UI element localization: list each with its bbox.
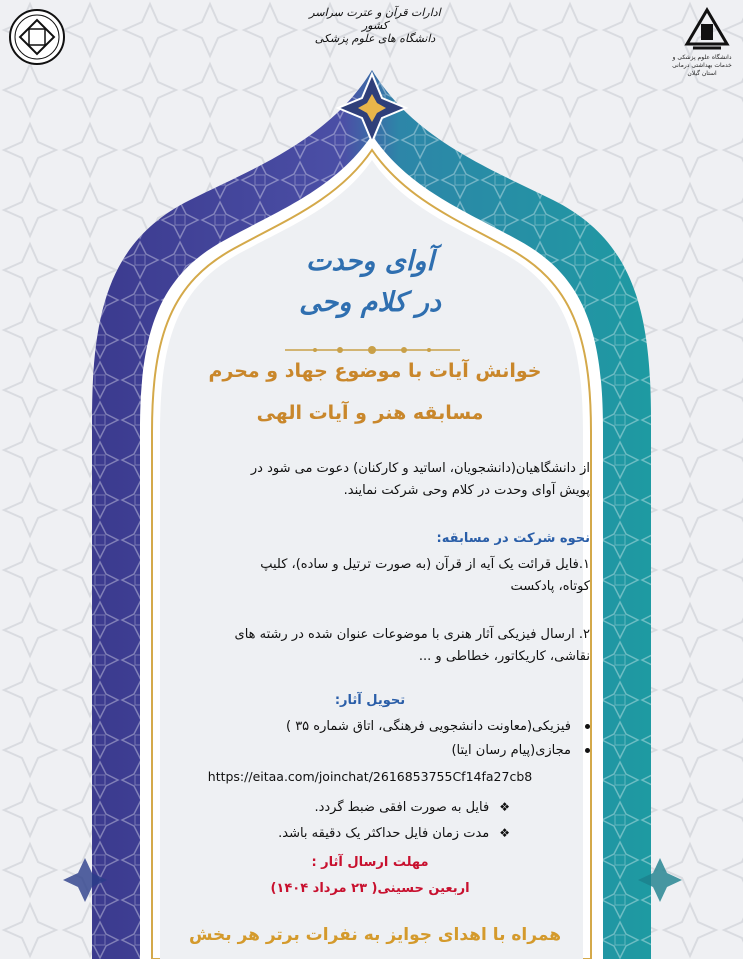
diamond-bullet-icon: ❖ [499,826,510,840]
delivery-note-1 [180,796,510,819]
ministry-health-logo [679,4,735,54]
footer-prizes-text: همراه با اهدای جوایز به نفرات برتر هر بخش [188,925,562,945]
bullet-icon [585,748,590,753]
participation-item-1 [150,554,590,598]
deadline-value: اربعین حسینی( ۲۳ مرداد ۱۴۰۴) [270,881,470,896]
deadline-heading: مهلت ارسال آثار : [311,855,429,870]
intro-paragraph [150,458,590,502]
delivery-heading: تحویل آثار: [334,693,406,708]
note2-text: مدت زمان فایل حداکثر یک دقیقه باشد. [278,826,490,841]
item2-line2: نقاشی، کاریکاتور، خطاطی و ... [418,649,590,664]
header-line1: ادارات قرآن و عترت سراسر کشور [309,6,441,32]
delivery-note-2 [180,822,510,845]
page-title-line1: آوای وحدت [306,246,434,277]
participation-item-2 [150,624,590,668]
subtitle-line1: خوانش آیات با موضوع جهاد و محرم [208,360,542,382]
intro-line1: از دانشگاهیان(دانشجویان، اساتید و کارکنان) دعوت می شود در [250,461,590,476]
delivery-bullet-1 [150,716,590,738]
header-calligraphy [300,6,450,45]
eitaa-join-link[interactable]: https://eitaa.com/joinchat/2616853755Cf14fa27cb8 [207,769,533,784]
page-title-line2: در کلام وحی [299,287,441,318]
delivery-bullet1-text: فیزیکی(معاونت دانشجویی فرهنگی، اتاق شماره ۳۵ ) [285,719,571,734]
item1-line2: کوتاه، پادکست [510,579,590,594]
diamond-bullet-icon: ❖ [499,800,510,814]
item2-line1: ۲. ارسال فیزیکی آثار هنری با موضوعات عنوان شده در رشته های [234,627,590,642]
note1-text: فایل به صورت افقی ضبط گردد. [314,800,490,815]
item1-line1: ۱.فایل قرائت یک آیه از قرآن (به صورت ترتیل و ساده)، کلیپ [260,557,590,572]
logo-right-caption: دانشگاه علوم پزشکی و خدمات بهداشتی درمانی استان گیلان [672,54,732,77]
subtitle-line2: مسابقه هنر و آیات الهی [256,402,484,424]
header-line2: دانشگاه های علوم پزشکی [314,32,436,45]
delivery-bullet-2 [150,740,590,762]
intro-line2: پویش آوای وحدت در کلام وحی شرکت نمایند. [343,483,590,498]
bullet-icon [585,724,590,729]
participation-heading: نحوه شرکت در مسابقه: [436,531,590,546]
delivery-bullet2-text: مجازی(پیام رسان ایتا) [451,743,571,758]
university-emblem-logo [8,6,66,68]
